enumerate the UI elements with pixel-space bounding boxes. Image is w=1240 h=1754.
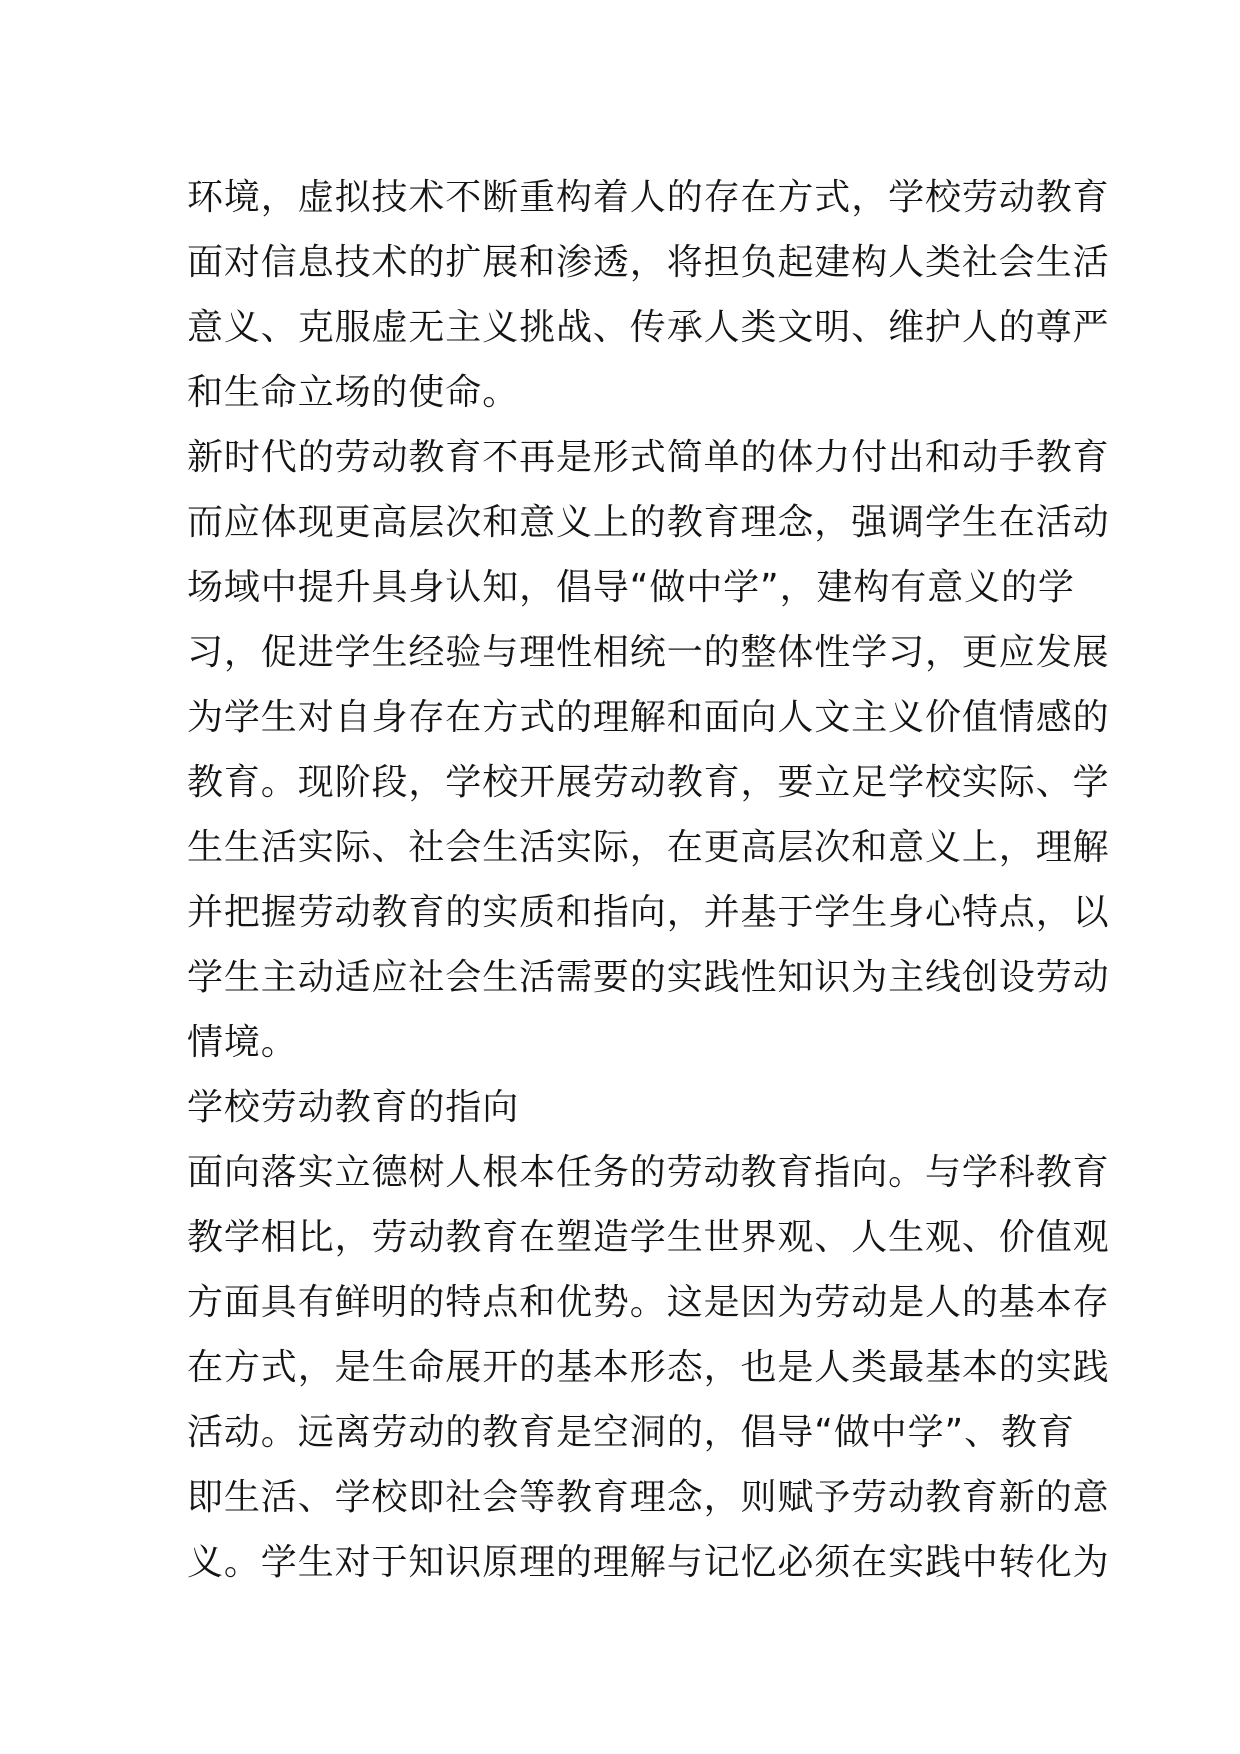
text-line: 义。学生对于知识原理的理解与记忆必须在实践中转化为 bbox=[187, 1542, 1110, 1583]
text-line: 教学相比，劳动教育在塑造学生世界观、人生观、价值观 bbox=[187, 1217, 1110, 1258]
text-line: 学生主动适应社会生活需要的实践性知识为主线创设劳动 bbox=[187, 957, 1110, 998]
document-page bbox=[187, 165, 1110, 1595]
text-line: 面对信息技术的扩展和渗透，将担负起建构人类社会生活 bbox=[187, 242, 1110, 283]
section-heading: 学校劳动教育的指向 bbox=[187, 1087, 520, 1128]
text-line: 在方式，是生命展开的基本形态，也是人类最基本的实践 bbox=[187, 1347, 1110, 1388]
text-line: 和生命立场的使命。 bbox=[187, 372, 520, 413]
text-line: 环境，虚拟技术不断重构着人的存在方式，学校劳动教育 bbox=[187, 177, 1110, 218]
text-line: 并把握劳动教育的实质和指向，并基于学生身心特点，以 bbox=[187, 892, 1110, 933]
text-line: 面向落实立德树人根本任务的劳动教育指向。与学科教育 bbox=[187, 1152, 1110, 1193]
text-line: 即生活、学校即社会等教育理念，则赋予劳动教育新的意 bbox=[187, 1477, 1110, 1518]
text-line: 为学生对自身存在方式的理解和面向人文主义价值情感的 bbox=[187, 697, 1110, 738]
text-line: 意义、克服虚无主义挑战、传承人类文明、维护人的尊严 bbox=[187, 307, 1110, 348]
text-line: 教育。现阶段，学校开展劳动教育，要立足学校实际、学 bbox=[187, 762, 1110, 803]
text-line: 生生活实际、社会生活实际，在更高层次和意义上，理解 bbox=[187, 827, 1110, 868]
text-line: 新时代的劳动教育不再是形式简单的体力付出和动手教育 bbox=[187, 437, 1110, 478]
text-line: 而应体现更高层次和意义上的教育理念，强调学生在活动 bbox=[187, 502, 1110, 543]
text-line: 场域中提升具身认知，倡导“做中学”，建构有意义的学 bbox=[187, 567, 1075, 608]
text-line: 活动。远离劳动的教育是空洞的，倡导“做中学”、教育 bbox=[187, 1412, 1075, 1453]
text-line: 习，促进学生经验与理性相统一的整体性学习，更应发展 bbox=[187, 632, 1110, 673]
text-line: 情境。 bbox=[187, 1022, 298, 1063]
text-line: 方面具有鲜明的特点和优势。这是因为劳动是人的基本存 bbox=[187, 1282, 1110, 1323]
